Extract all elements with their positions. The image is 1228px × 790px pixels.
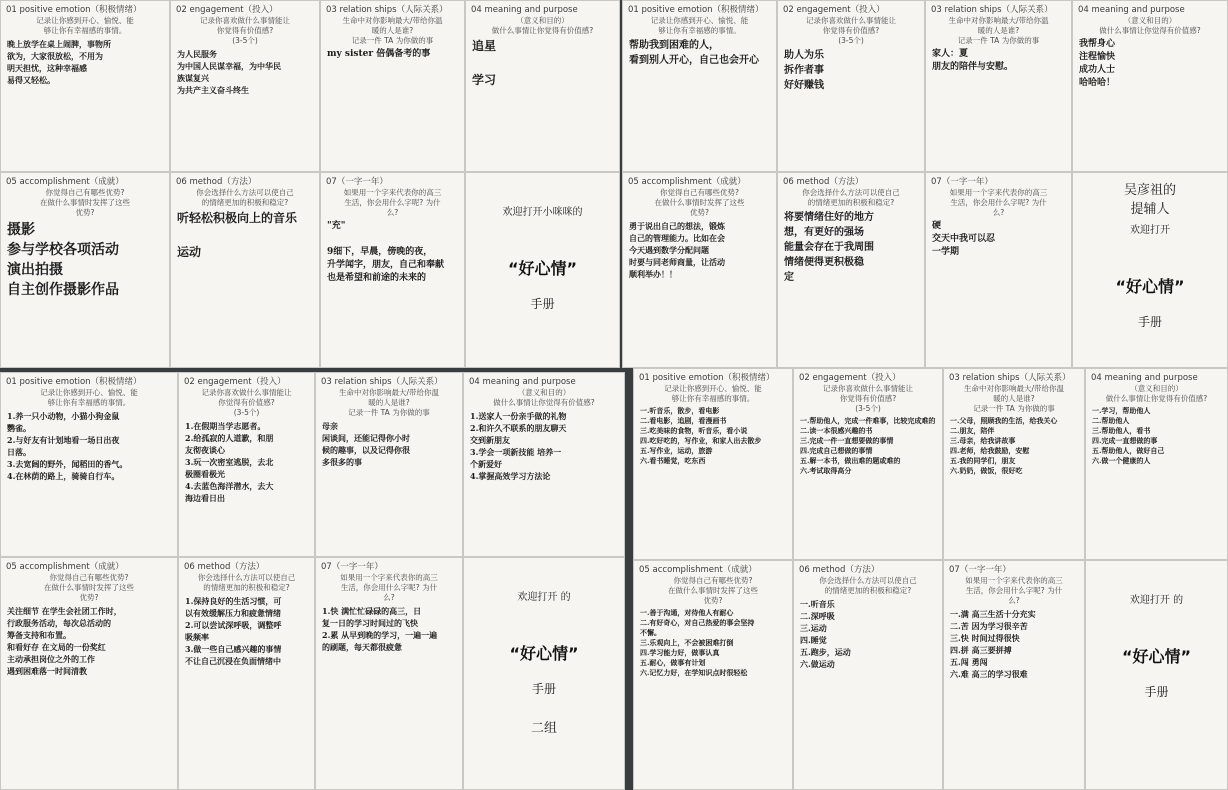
- prompt-card: [777, 172, 925, 368]
- card-prompt: 生命中对你影响最大/带给你温 暖的人是谁? 记录一件 TA 为你做的事: [963, 384, 1065, 413]
- card-prompt: （意义和目的） 做什么事情让你觉得有价值感?: [1105, 384, 1208, 403]
- prompt-card: [170, 172, 320, 368]
- prompt-card: [633, 560, 793, 790]
- prompt-card: [0, 172, 170, 368]
- card-title: 02 engagement（投入）: [799, 373, 901, 383]
- prompt-card: [793, 560, 943, 790]
- card-prompt: 你会选择什么方法可以使自己 的情绪更加的积极和稳定?: [196, 188, 294, 207]
- prompt-card: [0, 557, 178, 790]
- card-title: 06 method（方法）: [783, 177, 864, 187]
- card-title: 01 positive emotion（积极情绪）: [628, 5, 764, 15]
- handwritten-answer: 将要情绪住好的地方 想，有更好的强场 能量会存在于我周围 情绪便得更积极稳 定: [784, 212, 874, 283]
- card-title: 03 relation ships（人际关系）: [931, 5, 1053, 15]
- prompt-card: [315, 372, 463, 557]
- card-prompt: 你会选择什么方法可以使自己 的情绪更加的积极和稳定?: [197, 573, 296, 592]
- cover-title: “好心情”: [509, 644, 579, 663]
- card-prompt: 记录你喜欢做什么事情能让 你觉得有价值感? (3-5个): [201, 388, 292, 417]
- card-prompt: 生命中对你影响最大/带给你温 暖的人是谁? 记录一件 TA 为你做的事: [342, 16, 443, 45]
- card-title: 02 engagement（投入）: [176, 5, 278, 15]
- card-prompt: 你觉得自己有哪些优势? 在做什么事情时发挥了这些 优势?: [44, 573, 134, 602]
- card-title: 03 relation ships（人际关系）: [326, 5, 448, 15]
- prompt-card: [777, 0, 925, 172]
- card-title: 06 method（方法）: [176, 177, 257, 187]
- prompt-card: [178, 557, 315, 790]
- handwritten-answer: 硬 交天中我可以忍 一学期: [932, 221, 996, 257]
- card-prompt: 记录让你感到开心、愉悦、能 够让你有幸福感的事情。: [36, 16, 134, 35]
- card-title: 05 accomplishment（成就）: [6, 177, 124, 187]
- handwritten-answer: 摄影 参与学校各项活动 演出拍摄 自主创作摄影作品: [7, 222, 119, 298]
- card-prompt: 如果用一个字来代表你的高三 生活，你会用什么字呢? 为什 么?: [343, 188, 442, 217]
- card-prompt: 你觉得自己有哪些优势? 在做什么事情时发挥了这些 优势?: [40, 188, 130, 217]
- prompt-card: [925, 172, 1072, 368]
- prompt-card: [943, 368, 1085, 560]
- handwritten-answer: 一.听音乐，散步，看电影 二.看电影，追剧，看漫画书 三.吃美味的食物，听音乐，看小说 四.吃好吃的，写作业，和家人出去散步 五.写作业，运动，旅游 六.看书睡觉，吃东西: [640, 406, 762, 465]
- handwritten-answer: 一.满 高三生活十分充实 二.苦 因为学习很辛苦 三.快 时间过得很快 四.拼 高三要拼搏 五.闯 勇闯 六.难 高三的学习很难: [950, 609, 1036, 679]
- handwritten-answer: 为人民服务 为中国人民谋幸福，为中华民 族谋复兴 为共产主义奋斗终生: [177, 49, 281, 95]
- card-prompt: （意义和目的） 做什么事情让你觉得有价值感?: [491, 16, 594, 35]
- prompt-card: [320, 172, 465, 368]
- card-title: 02 engagement（投入）: [783, 5, 885, 15]
- card-title: 02 engagement（投入）: [184, 377, 286, 387]
- handwritten-answer: 一.学习，帮助他人 二.帮助他人 三.帮助他人，看书 四.完成一直想做的事 五.帮助他人，做好自己 六.做一个健康的人: [1092, 406, 1165, 465]
- cover-title: “好心情”: [1115, 277, 1185, 296]
- card-prompt: 记录你喜欢做什么事情能让 你觉得有价值感? (3-5个): [806, 16, 896, 45]
- handwritten-answer: 一.帮助他人，完成一件难事，比较完成难的 二.读一本很感兴趣的书 三.完成一件一直想要做的事情 四.完成自己想做的事情 五.解一本书，做出难的题或难的 六.考试取得高分: [800, 416, 936, 475]
- prompt-card: [943, 560, 1085, 790]
- card-title: 03 relation ships（人际关系）: [321, 377, 443, 387]
- handwritten-answer: 1.保持良好的生活习惯，可 以有效缓解压力和疲惫情绪 2.可以尝试深呼吸，调整呼 吸频率 3.做一些自己感兴趣的事情 不让自己沉浸在负面情绪中: [185, 596, 282, 666]
- card-prompt: 记录让你感到开心、愉悦、能 够让你有幸福感的事情。: [40, 388, 138, 407]
- prompt-card: [170, 0, 320, 172]
- card-title: 06 method（方法）: [799, 565, 880, 575]
- card-title: 06 method（方法）: [184, 562, 265, 572]
- cover-subtitle: 手册: [1137, 315, 1162, 329]
- prompt-card: [1072, 0, 1228, 172]
- card-title: 05 accomplishment（成就）: [628, 177, 746, 187]
- cover-card: [463, 557, 625, 790]
- card-prompt: 生命中对你影响最大/带给你温 暖的人是谁? 记录一件 TA 为你做的事: [338, 388, 440, 417]
- card-title: 04 meaning and purpose: [1078, 5, 1185, 15]
- card-title: 05 accomplishment（成就）: [639, 565, 757, 575]
- handwritten-answer: 勇于说出自己的想法，锻炼 自己的管理能力。比如在会 今天遇到数学分配问题 时要与同老师商量，让活动 顺利举办！！: [629, 221, 725, 279]
- card-title: 04 meaning and purpose: [1091, 373, 1198, 383]
- cover-subtitle: 手册: [530, 297, 555, 311]
- handbook-sheet-br: [633, 368, 1228, 790]
- prompt-card: [0, 372, 178, 557]
- cover-handwriting: 二组: [530, 721, 557, 736]
- card-title: 04 meaning and purpose: [469, 377, 576, 387]
- card-title: 07（一字一年）: [949, 565, 1011, 575]
- handwritten-answer: my sister 倍偶备考的事: [327, 49, 431, 59]
- cover-welcome: 欢迎打开 的: [1129, 595, 1184, 606]
- prompt-card: [1085, 368, 1228, 560]
- handwritten-answer: 一.父母，照顾我的生活，给我关心 二.朋友，陪伴 三.母亲，给我讲故事 四.老师，给我鼓励，安慰 五.我的同学们，朋友 六.奶奶，做饭，很好吃: [950, 416, 1058, 475]
- cover-handwriting: 吴彦祖的 提辅人: [1123, 183, 1176, 217]
- cover-welcome: 欢迎打开 的: [517, 592, 571, 603]
- cover-card: [1085, 560, 1228, 790]
- card-prompt: （意义和目的） 做什么事情让你觉得有价值感?: [493, 388, 595, 407]
- card-title: 07（一字一年）: [326, 177, 388, 187]
- card-prompt: 如果用一个字来代表你的高三 生活，你会用什么字呢? 为什 么?: [340, 573, 438, 602]
- handwritten-answer: 我帮身心 注程愉快 成功人士 哈哈哈！: [1079, 39, 1116, 88]
- prompt-card: [0, 0, 170, 172]
- card-prompt: （意义和目的） 做什么事情让你觉得有价值感?: [1099, 16, 1201, 35]
- card-prompt: 记录让你感到开心、愉悦、能 够让你有幸福感的事情。: [650, 16, 749, 35]
- card-title: 03 relation ships（人际关系）: [949, 373, 1071, 383]
- card-title: 01 positive emotion（积极情绪）: [639, 373, 775, 383]
- cover-card: [465, 172, 620, 368]
- handwritten-answer: 家人：夏 朋友的陪伴与安慰。: [932, 49, 1014, 72]
- prompt-card: [622, 172, 777, 368]
- prompt-card: [315, 557, 463, 790]
- cover-title: “好心情”: [1121, 647, 1192, 666]
- card-prompt: 你觉得自己有哪些优势? 在做什么事情时发挥了这些 优势?: [654, 188, 745, 217]
- handwritten-answer: 1.养一只小动物，小猫小狗金鼠 鹦雀。 2.与好友有计划地看一场日出夜 日落。 3.去宽阔的野外，闻稻田的香气。 4.在林荫的路上，骑骑自行车。: [7, 411, 128, 481]
- prompt-card: [178, 372, 315, 557]
- card-title: 01 positive emotion（积极情绪）: [6, 5, 142, 15]
- handwritten-answer: 关注细节 在学生会社团工作时， 行政服务活动，每次总活动的 筹备支持和布置。 和看好存 在文局的一份奖红 主动承担岗位之外的工作 遇到困难落一时间清教: [7, 606, 122, 676]
- card-prompt: 你会选择什么方法可以使自己 的情绪更加的积极和稳定?: [819, 576, 917, 595]
- card-prompt: 记录你喜欢做什么事情能让 你觉得有价值感? (3-5个): [200, 16, 290, 45]
- handwritten-answer: 追星 学习: [472, 39, 497, 87]
- handwritten-answer: 1.送家人一份亲手做的礼物 2.和许久不联系的朋友聊天 交到新朋友 3.学会一项新技能 培养一 个新爱好 4.掌握高效学习方法论: [470, 411, 567, 481]
- cover-title: “好心情”: [507, 259, 578, 278]
- cover-card: [1072, 172, 1228, 368]
- prompt-card: [925, 0, 1072, 172]
- handwritten-answer: 母亲 闲谈间，还能记得你小时 候的趣事，以及记得你很 多很多的事: [322, 421, 410, 467]
- handwritten-answer: "充" 9细下，早晨，傍晚的夜， 升学闻字，朋友，自己和奉献 也是希望和前途的未来的: [327, 221, 445, 283]
- card-title: 05 accomplishment（成就）: [6, 562, 124, 572]
- prompt-card: [622, 0, 777, 172]
- card-prompt: 你觉得自己有哪些优势? 在做什么事情时发挥了这些 优势?: [668, 576, 758, 605]
- handwritten-answer: 听轻松积极向上的音乐 运动: [177, 211, 298, 259]
- handbook-sheet-tr: [622, 0, 1228, 368]
- card-title: 07（一字一年）: [321, 562, 383, 572]
- handbook-sheet-tl: [0, 0, 620, 368]
- card-title: 04 meaning and purpose: [471, 5, 578, 15]
- handwritten-answer: 1.在假期当学志愿者。 2.给孤寂的人道歉，和朋 友彻夜谈心 3.玩一次密室逃脱，去北 极圈看极光 4.去蓝色海洋潜水，去大 海边看日出: [185, 421, 274, 503]
- card-title: 01 positive emotion（积极情绪）: [6, 377, 142, 387]
- card-prompt: 记录你喜欢做什么事情能让 你觉得有价值感? (3-5个): [823, 384, 913, 413]
- handwritten-answer: 助人为乐 拆作者事 好好赚钱: [784, 50, 824, 91]
- handbook-sheet-bl: [0, 372, 625, 790]
- cover-welcome: 欢迎打开: [1130, 225, 1170, 236]
- card-prompt: 如果用一个字来代表你的高三 生活，你会用什么字呢? 为什 么?: [949, 188, 1048, 217]
- card-prompt: 生命中对你影响最大/带给你温 暖的人是谁? 记录一件 TA 为你做的事: [948, 16, 1049, 45]
- prompt-card: [793, 368, 943, 560]
- handwritten-answer: 一.听音乐 二.深呼吸 三.运动 四.睡觉 五.跑步，运动 六.做运动: [800, 599, 851, 669]
- handwritten-answer: 帮助我到困难的人， 看到别人开心，自己也会开心: [629, 40, 759, 66]
- prompt-card: [633, 368, 793, 560]
- handwritten-answer: 1.快 满忙忙碌碌的高三，日 复一日的学习时间过的飞快 2.累 从早到晚的学习，一遍一遍 的刷题，每天都很疲惫: [322, 606, 438, 652]
- cover-subtitle: 手册: [1144, 685, 1169, 699]
- card-title: 07（一字一年）: [931, 177, 993, 187]
- prompt-card: [463, 372, 625, 557]
- prompt-card: [320, 0, 465, 172]
- card-prompt: 你会选择什么方法可以使自己 的情绪更加的积极和稳定?: [802, 188, 900, 207]
- handwritten-answer: 晚上放学在桌上闹脾，事物所 欲为，大家很放松，不用为 明天担忧，这种幸福感 易得又轻松。: [7, 39, 111, 85]
- cover-welcome: 欢迎打开小咪咪的: [502, 207, 583, 218]
- cover-subtitle: 手册: [531, 682, 556, 696]
- card-prompt: 记录让你感到开心、愉悦、能 够让你有幸福感的事情。: [664, 384, 762, 403]
- prompt-card: [465, 0, 620, 172]
- card-prompt: 如果用一个字来代表你的高三 生活，你会用什么字呢? 为什 么?: [965, 576, 1063, 605]
- handwritten-answer: 一.善于沟通，对待他人有耐心 二.有好奇心，对自己热爱的事会坚持 不懈。 三.乐观向上，不会被困难打倒 四.学习能力好，做事认真 五.耐心，做事有计划 六.记忆力好，在学知识点时很轻松: [640, 608, 755, 677]
